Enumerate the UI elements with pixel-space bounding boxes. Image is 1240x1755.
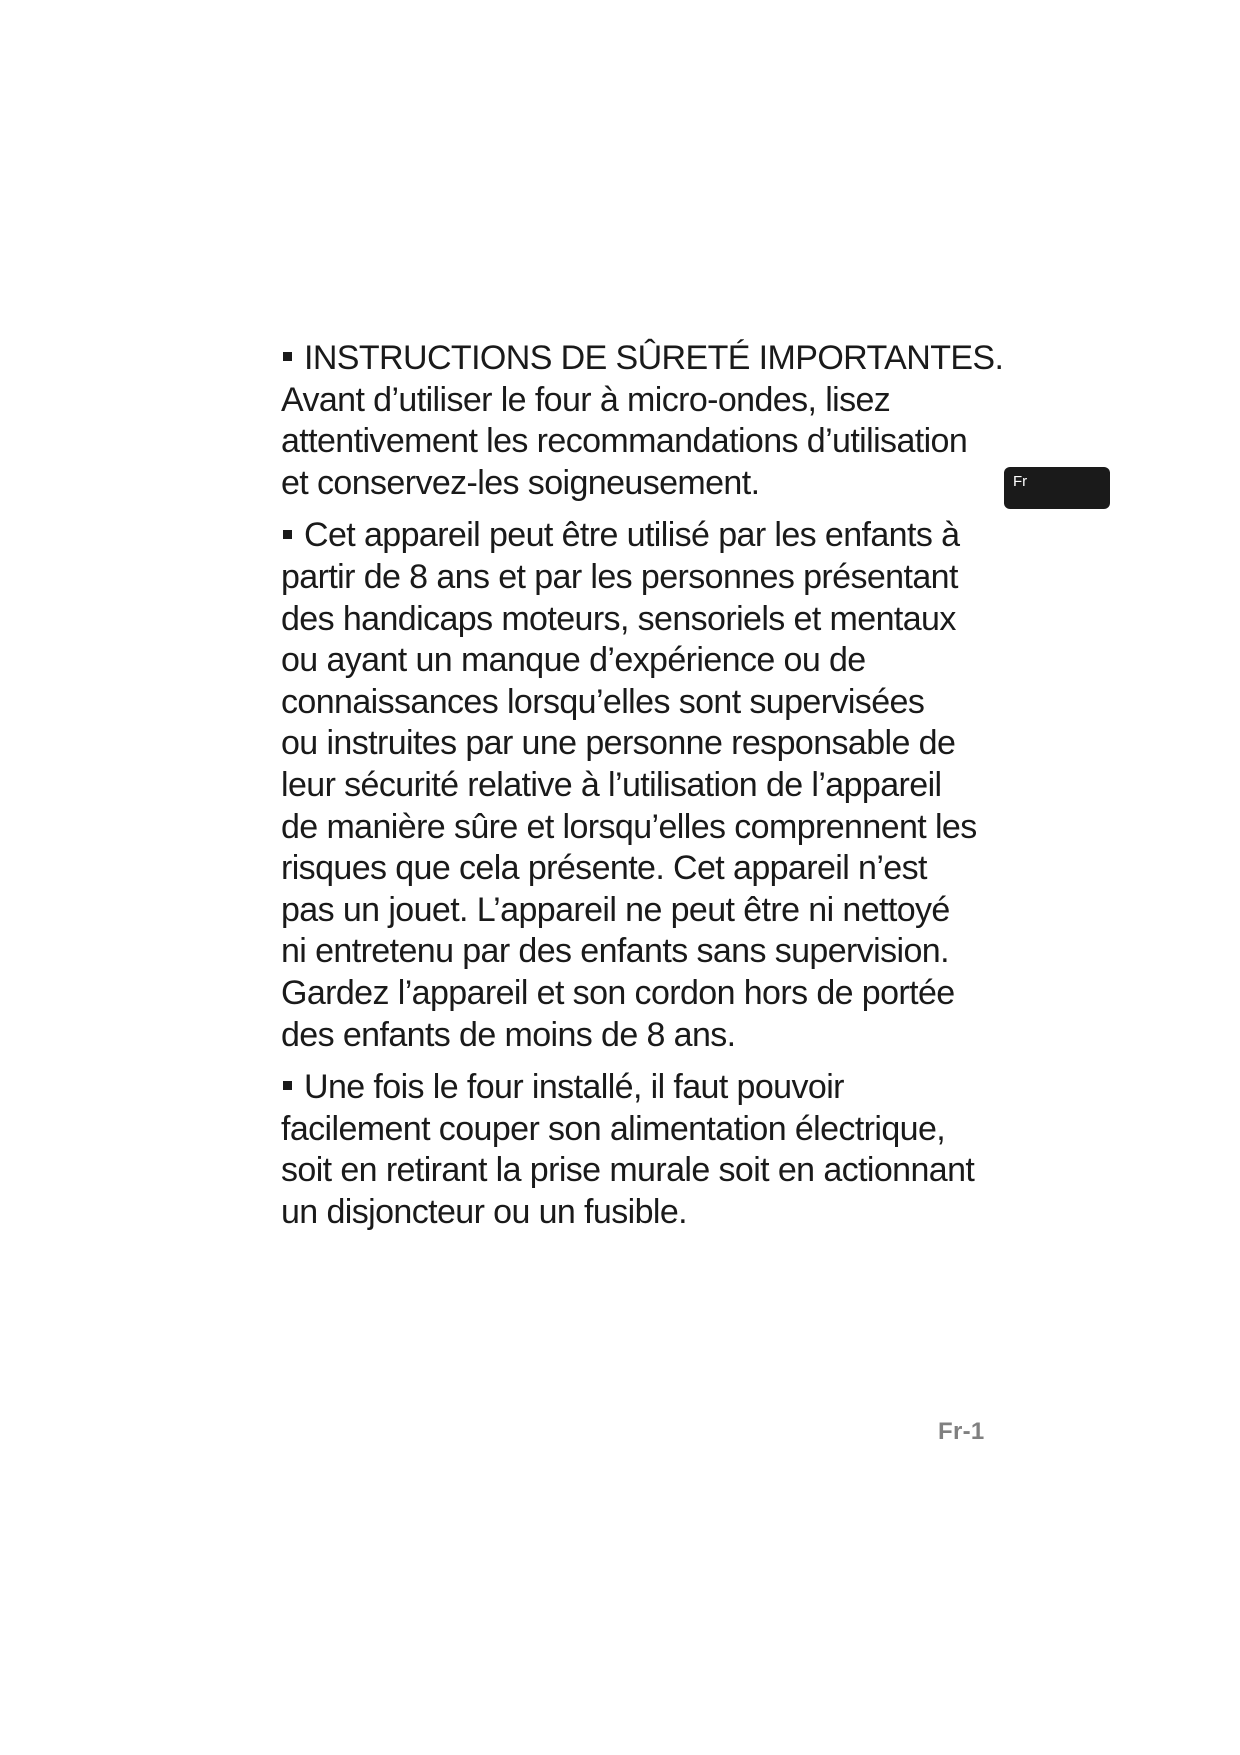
paragraph-line: soit en retirant la prise murale soit en actionnant [281, 1151, 975, 1190]
paragraph-line: risques que cela présente. Cet appareil n’est [281, 849, 927, 888]
paragraph-line: pas un jouet. L’appareil ne peut être ni nettoyé [281, 890, 950, 929]
paragraph-safety-intro [281, 338, 1004, 504]
paragraph-line: et conservez-les soigneusement. [281, 463, 760, 502]
paragraph-power-disconnect [281, 1067, 1001, 1233]
square-bullet-icon [283, 1081, 292, 1090]
paragraph-line: un disjoncteur ou un fusible. [281, 1192, 687, 1231]
paragraph-text: Une fois le four installé, il faut pouvoir [304, 1068, 844, 1107]
paragraph-text: Cet appareil peut être utilisé par les enfants à [304, 516, 960, 555]
safety-instructions [281, 338, 1004, 1244]
language-tab-label: Fr [1013, 473, 1028, 490]
paragraph-line: partir de 8 ans et par les personnes présentant [281, 557, 958, 596]
paragraph-line: facilement couper son alimentation électrique, [281, 1109, 946, 1148]
paragraph-line: ou instruites par une personne responsable de [281, 724, 956, 763]
paragraph-line: Gardez l’appareil et son cordon hors de portée [281, 973, 955, 1012]
paragraph-line: ni entretenu par des enfants sans supervision. [281, 932, 949, 971]
paragraph-children-supervision [281, 515, 1001, 1056]
paragraph-line [281, 338, 1004, 380]
paragraph-line: connaissances lorsqu’elles sont supervisées [281, 682, 925, 721]
paragraph-line [281, 1067, 1001, 1109]
paragraph-line: de manière sûre et lorsqu’elles comprennent les [281, 807, 977, 846]
paragraph-heading: INSTRUCTIONS DE SÛRETÉ IMPORTANTES. [304, 339, 1004, 377]
paragraph-line: Avant d’utiliser le four à micro-ondes, lisez [281, 380, 891, 419]
language-tab [1004, 467, 1110, 509]
paragraph-line: des enfants de moins de 8 ans. [281, 1015, 736, 1054]
paragraph-line: des handicaps moteurs, sensoriels et mentaux [281, 599, 956, 638]
paragraph-line: ou ayant un manque d’expérience ou de [281, 641, 866, 680]
paragraph-line: leur sécurité relative à l’utilisation de l’appareil [281, 765, 942, 804]
paragraph-line [281, 515, 1001, 557]
square-bullet-icon [283, 352, 292, 361]
square-bullet-icon [283, 530, 292, 539]
paragraph-line: attentivement les recommandations d’utilisation [281, 422, 968, 461]
page-number: Fr-1 [938, 1418, 985, 1445]
